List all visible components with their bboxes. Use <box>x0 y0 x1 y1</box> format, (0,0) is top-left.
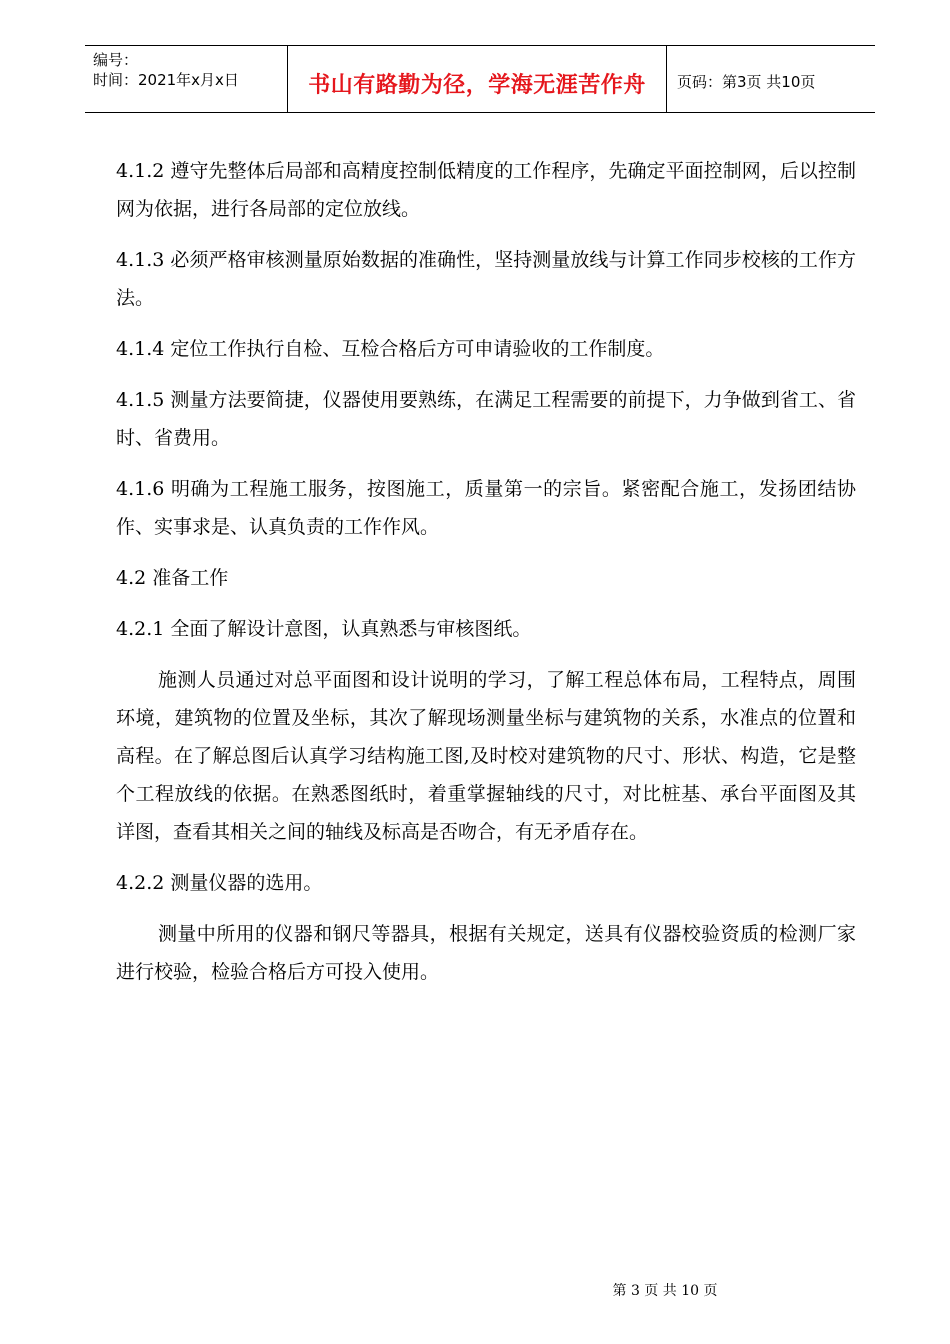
document-number-label: 编号： <box>93 51 139 69</box>
header-page-info: 页码：第3页 共10页 <box>677 73 816 91</box>
document-body <box>116 152 856 1004</box>
document-time-label: 时间：2021年x月x日 <box>93 71 239 89</box>
paragraph-4-1-4: 4.1.4 定位工作执行自检、互检合格后方可申请验收的工作制度。 <box>116 338 665 360</box>
paragraph-4-2-2: 4.2.2 测量仪器的选用。 <box>116 872 323 894</box>
paragraph-4-1-6: 4.1.6 明确为工程施工服务，按图施工，质量第一的宗旨。紧密配合施工，发扬团结协作、实事求是、认真负责的工作作风。 <box>116 478 856 538</box>
header-motto: 书山有路勤为径，学海无涯苦作舟 <box>308 73 646 98</box>
paragraph-survey-staff: 施测人员通过对总平面图和设计说明的学习，了解工程总体布局，工程特点，周围环境，建筑物的位置及坐标，其次了解现场测量坐标与建筑物的关系，水准点的位置和高程。在了解总图后认真学习结构施工图,及时校对建筑物的尺寸、形状、构造，它是整个工程放线的依据。在熟悉图纸时，着重掌握轴线的尺寸，对比桩基、承台平面图及其详图，查看其相关之间的轴线及标高是否吻合，有无矛盾存在。 <box>116 669 856 843</box>
paragraph-4-1-3: 4.1.3 必须严格审核测量原始数据的准确性，坚持测量放线与计算工作同步校核的工作方法。 <box>116 249 856 309</box>
page-footer: 第 3 页 共 10 页 <box>612 1283 718 1299</box>
paragraph-instruments: 测量中所用的仪器和钢尺等器具，根据有关规定，送具有仪器校验资质的检测厂家进行校验，检验合格后方可投入使用。 <box>116 923 856 983</box>
header-page-cell <box>667 46 875 112</box>
header-motto-cell <box>288 46 667 112</box>
section-heading-4-2: 4.2 准备工作 <box>116 567 229 589</box>
document-header <box>85 45 875 113</box>
paragraph-4-2-1: 4.2.1 全面了解设计意图，认真熟悉与审核图纸。 <box>116 618 532 640</box>
paragraph-4-1-5: 4.1.5 测量方法要简捷，仪器使用要熟练，在满足工程需要的前提下，力争做到省工、省时、省费用。 <box>116 389 856 449</box>
header-meta-cell <box>85 46 288 112</box>
paragraph-4-1-2: 4.1.2 遵守先整体后局部和高精度控制低精度的工作程序，先确定平面控制网，后以控制网为依据，进行各局部的定位放线。 <box>116 160 856 220</box>
